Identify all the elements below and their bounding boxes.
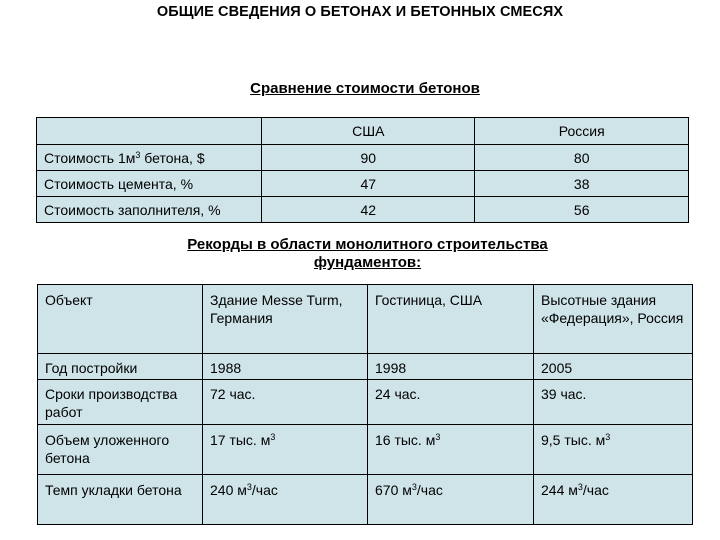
header-cell-usa: США [262, 118, 475, 145]
table-cell [368, 425, 534, 475]
table-row [37, 171, 689, 197]
superscript: 3 [246, 482, 252, 492]
row-label: Объем уложенного бетона [38, 425, 203, 475]
header-cell-hotel-usa: Гостиница, США [368, 285, 534, 354]
value-text: 16 тыс. м [375, 432, 436, 448]
header-cell-messe-turm: Здание Messe Turm, Германия [203, 285, 368, 354]
header-cell-object: Объект [38, 285, 203, 354]
table-row [37, 145, 689, 171]
value-text: 670 м [375, 482, 412, 498]
table-cell: 1988 [203, 354, 368, 380]
row-label [37, 145, 262, 171]
label-text: Стоимость 1м [44, 149, 136, 166]
usa-value: 90 [262, 145, 475, 171]
header-cell-russia: Россия [475, 118, 689, 145]
row-label: Темп укладки бетона [38, 475, 203, 525]
value-text: 244 м [541, 482, 578, 498]
table-cell: 2005 [534, 354, 693, 380]
table-cell [368, 475, 534, 525]
superscript: 3 [435, 432, 441, 442]
table-row [38, 354, 693, 380]
superscript: 3 [577, 482, 583, 492]
value-text: 9,5 тыс. м [541, 432, 606, 448]
value-text: /час [416, 482, 443, 498]
table-row [37, 197, 689, 223]
table-cell: 72 час. [203, 380, 368, 425]
table-row [38, 475, 693, 525]
page-title: ОБЩИЕ СВЕДЕНИЯ О БЕТОНАХ И БЕТОННЫХ СМЕСЯХ [156, 4, 564, 20]
value-text: 240 м [210, 482, 247, 498]
russia-value: 56 [475, 197, 689, 223]
table-row [38, 380, 693, 425]
table-header-row [38, 285, 693, 354]
russia-value: 38 [475, 171, 689, 197]
row-label: Стоимость цемента, % [37, 171, 262, 197]
superscript: 3 [270, 432, 276, 442]
cost-comparison-table [36, 117, 689, 223]
header-cell-federation: Высотные здания «Федерация», Россия [534, 285, 693, 354]
superscript: 3 [605, 432, 611, 442]
table-cell [534, 425, 693, 475]
row-label: Стоимость заполнителя, % [37, 197, 262, 223]
value-text: /час [251, 482, 278, 498]
superscript: 3 [411, 482, 417, 492]
cost-table-caption: Сравнение стоимости бетонов [250, 80, 480, 97]
header-cell-empty [37, 118, 262, 145]
value-text: 17 тыс. м [210, 432, 271, 448]
table-row [38, 425, 693, 475]
usa-value: 47 [262, 171, 475, 197]
superscript: 3 [135, 149, 141, 160]
caption-line: Рекорды в области монолитного строительства [187, 236, 548, 253]
value-text: /час [582, 482, 609, 498]
table-cell: 1998 [368, 354, 534, 380]
table-cell [534, 475, 693, 525]
label-text: бетона, $ [140, 149, 205, 166]
row-label: Сроки производства работ [38, 380, 203, 425]
russia-value: 80 [475, 145, 689, 171]
records-table [37, 284, 693, 525]
table-cell [203, 425, 368, 475]
usa-value: 42 [262, 197, 475, 223]
row-label: Год постройки [38, 354, 203, 380]
records-table-caption [0, 236, 720, 272]
caption-line: фундаментов: [313, 254, 422, 271]
table-cell: 24 час. [368, 380, 534, 425]
table-cell [203, 475, 368, 525]
table-cell: 39 час. [534, 380, 693, 425]
table-header-row [37, 118, 689, 145]
